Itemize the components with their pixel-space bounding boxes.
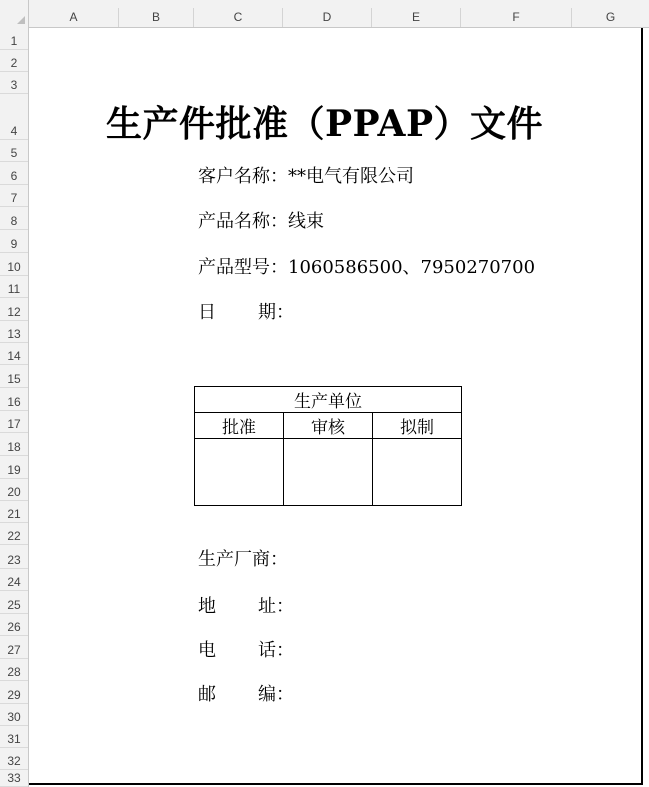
row-header[interactable]: 6	[0, 162, 28, 185]
postcode-label-char1: 邮	[198, 684, 216, 705]
row-header[interactable]: 31	[0, 726, 28, 748]
approve-signature-cell[interactable]	[195, 439, 284, 506]
row-header[interactable]: 8	[0, 207, 28, 230]
row-header[interactable]: 10	[0, 253, 28, 276]
row-header[interactable]: 21	[0, 501, 28, 523]
product-model-row[interactable]	[198, 253, 535, 279]
product-model-value: 1060586500、7950270700	[288, 257, 536, 278]
row-header[interactable]: 18	[0, 433, 28, 456]
signature-table	[194, 386, 462, 506]
customer-name-value: **电气有限公司	[288, 166, 414, 187]
phone-row[interactable]	[198, 636, 294, 662]
row-header[interactable]: 1	[0, 27, 28, 50]
row-header[interactable]: 9	[0, 230, 28, 253]
review-header[interactable]: 审核	[284, 413, 373, 439]
column-header-a[interactable]: A	[29, 8, 119, 27]
row-header[interactable]: 4	[0, 94, 28, 140]
page-break-bottom	[29, 783, 643, 785]
date-label-char1: 日	[198, 302, 216, 323]
row-header[interactable]: 27	[0, 636, 28, 659]
row-header[interactable]: 22	[0, 523, 28, 545]
row-header[interactable]: 23	[0, 545, 28, 569]
select-all-corner[interactable]	[0, 0, 29, 27]
phone-label-char2: 话：	[258, 640, 294, 661]
row-header[interactable]: 17	[0, 411, 28, 433]
draft-signature-cell[interactable]	[373, 439, 462, 506]
address-row[interactable]	[198, 592, 294, 618]
column-header-c[interactable]: C	[194, 8, 283, 27]
row-header[interactable]: 29	[0, 681, 28, 704]
postcode-label-char2: 编：	[258, 684, 294, 705]
row-header[interactable]: 28	[0, 659, 28, 681]
document-title[interactable]: 生产件批准（PPAP）文件	[105, 103, 544, 145]
phone-label-char1: 电	[198, 640, 216, 661]
customer-name-row[interactable]	[198, 162, 414, 188]
review-signature-cell[interactable]	[284, 439, 373, 506]
product-name-value: 线束	[288, 211, 324, 232]
row-header[interactable]: 12	[0, 298, 28, 321]
column-header-e[interactable]: E	[372, 8, 461, 27]
column-header-d[interactable]: D	[283, 8, 372, 27]
row-header[interactable]: 16	[0, 388, 28, 411]
row-header[interactable]: 13	[0, 321, 28, 343]
row-header[interactable]: 24	[0, 569, 28, 591]
product-name-label: 产品名称：	[198, 211, 288, 232]
row-header[interactable]: 33	[0, 770, 28, 787]
row-header[interactable]: 5	[0, 140, 28, 162]
production-unit-header[interactable]: 生产单位	[195, 387, 462, 413]
date-label-char2: 期：	[258, 302, 294, 323]
row-header[interactable]: 30	[0, 704, 28, 726]
column-header-f[interactable]: F	[461, 8, 572, 27]
customer-name-label: 客户名称：	[198, 166, 288, 187]
manufacturer-row[interactable]	[198, 545, 288, 571]
row-header[interactable]: 7	[0, 185, 28, 207]
product-name-row[interactable]	[198, 207, 324, 233]
row-header[interactable]: 25	[0, 591, 28, 614]
date-row[interactable]	[198, 298, 294, 324]
row-header[interactable]: 26	[0, 614, 28, 636]
row-header[interactable]: 2	[0, 50, 28, 72]
row-header[interactable]: 14	[0, 343, 28, 365]
column-header-g[interactable]: G	[605, 10, 616, 24]
row-header[interactable]: 11	[0, 276, 28, 298]
column-header-b[interactable]: B	[119, 8, 194, 27]
postcode-row[interactable]	[198, 680, 294, 706]
manufacturer-label: 生产厂商：	[198, 549, 288, 570]
row-header[interactable]: 15	[0, 365, 28, 388]
address-label-char1: 地	[198, 596, 216, 617]
draft-header[interactable]: 拟制	[373, 413, 462, 439]
row-header[interactable]: 20	[0, 479, 28, 501]
product-model-label: 产品型号：	[198, 257, 288, 278]
row-header[interactable]: 3	[0, 72, 28, 94]
address-label-char2: 址：	[258, 596, 294, 617]
approve-header[interactable]: 批准	[195, 413, 284, 439]
column-header-bar	[0, 0, 649, 28]
row-header[interactable]: 32	[0, 748, 28, 770]
row-header[interactable]: 19	[0, 456, 28, 479]
